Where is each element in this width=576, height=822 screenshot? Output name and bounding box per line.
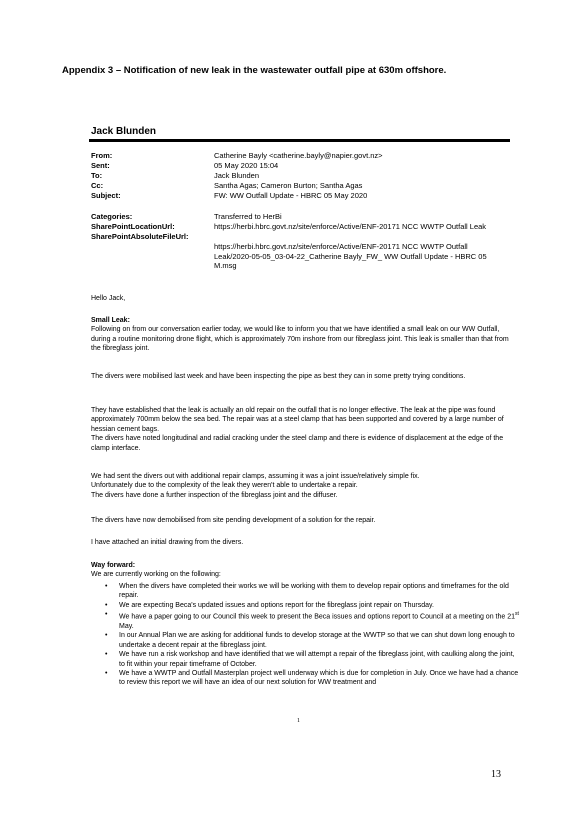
list-item: • We are expecting Beca's updated issues and options report for the fibreglass joint repair on Thursday.: [119, 601, 519, 610]
section-heading: Small Leak:: [91, 317, 130, 324]
paragraph-line: They have established that the leak is actually an old repair on the outfall that is no longer effective. The leak at the pipe was found approximately 700mm below the sea bed. The repair was at a steel clamp that has been supported and covered by a large number of hessian cement bags.: [91, 407, 504, 433]
list-item: • When the divers have completed their works we will be working with them to develop repair options and timeframes for the old repair.: [119, 582, 519, 601]
paragraph-line: We had sent the divers out with additional repair clamps, assuming it was a joint issue/relatively simple fix.: [91, 473, 420, 480]
paragraph: [91, 472, 519, 500]
list-item: • We have run a risk workshop and have identified that we will attempt a repair of the fibreglass joint, with caulking along the joint, to fit within your repair timeframe of October.: [119, 650, 519, 669]
paragraph-line: Unfortunately due to the complexity of the leak they weren't able to undertake a repair.: [91, 482, 358, 490]
paragraph-line: The divers have noted longitudinal and radial cracking under the steel clamp and there is evidence of displacement at the edge of the clamp interface.: [91, 435, 504, 452]
paragraph: [91, 406, 519, 453]
field-label: To:: [91, 171, 103, 180]
page-number: 13: [491, 769, 501, 780]
field-label: Subject:: [91, 191, 121, 200]
appendix-title: Appendix 3 – Notification of new leak in the wastewater outfall pipe at 630m offshore.: [62, 65, 447, 76]
paragraph: We are currently working on the following:: [91, 571, 221, 579]
page-mark: 1: [297, 718, 300, 724]
field-value: https://herbi.hbrc.govt.nz/site/enforce/Active/ENF-20171 NCC WWTP Outfall Leak/2020-05-05_03-04-22_Catherine Bayly_FW_ WW Outfall Update - HBRC 05 M.msg: [214, 242, 487, 271]
header-divider: [89, 139, 510, 142]
field-value: Jack Blunden: [214, 171, 260, 180]
field-value: Catherine Bayly <catherine.bayly@napier.govt.nz>: [214, 151, 383, 160]
paragraph: The divers have now demobilised from site pending development of a solution for the repair.: [91, 517, 376, 524]
field-label: Sent:: [91, 161, 110, 170]
field-value: https://herbi.hbrc.govt.nz/site/enforce/Active/ENF-20171 NCC WWTP Outfall Leak: [214, 222, 487, 231]
field-label: SharePointAbsoluteFileUrl:: [91, 232, 189, 241]
way-forward-list: [91, 582, 519, 688]
way-forward-section: [91, 561, 519, 580]
list-item: • In our Annual Plan we are asking for additional funds to develop storage at the WWTP so that we can shut down long enough to undertake a decent repair at the fibreglass joint.: [119, 631, 519, 650]
sender-name: Jack Blunden: [91, 126, 157, 137]
field-label: Categories:: [91, 212, 133, 221]
list-item: • We have a paper going to our Council this week to present the Beca issues and options report to Council at a meeting on the 21st May.: [119, 610, 519, 631]
field-value: Santha Agas; Cameron Burton; Santha Agas: [214, 181, 363, 190]
paragraph: I have attached an initial drawing from the divers.: [91, 539, 244, 546]
greeting: Hello Jack,: [91, 295, 126, 302]
list-item: • We have a WWTP and Outfall Masterplan project well underway which is due for completion in July. Once we have had a chance to review this report we will have an idea of our next solution for WW treatment and: [119, 669, 519, 688]
field-label: SharePointLocationUrl:: [91, 222, 175, 231]
small-leak-section: [91, 316, 519, 354]
field-value: FW: WW Outfall Update - HBRC 05 May 2020: [214, 191, 368, 200]
field-label: Cc:: [91, 181, 104, 190]
field-value: Transferred to HerBi: [214, 212, 282, 221]
field-value: 05 May 2020 15:04: [214, 161, 279, 170]
paragraph: The divers were mobilised last week and have been inspecting the pipe as best they can in some pretty trying conditions.: [91, 373, 466, 380]
field-label: From:: [91, 151, 113, 160]
paragraph: Following on from our conversation earlier today, we would like to inform you that we have identified a small leak on our WW Outfall, during a routine monitoring drone flight, which is approximately 70m inshore from our fibreglass joint. This leak is smaller than that from the fibreglass joint.: [91, 326, 509, 353]
paragraph-line: The divers have done a further inspection of the fibreglass joint and the diffuser.: [91, 491, 338, 499]
section-heading: Way forward:: [91, 562, 136, 569]
